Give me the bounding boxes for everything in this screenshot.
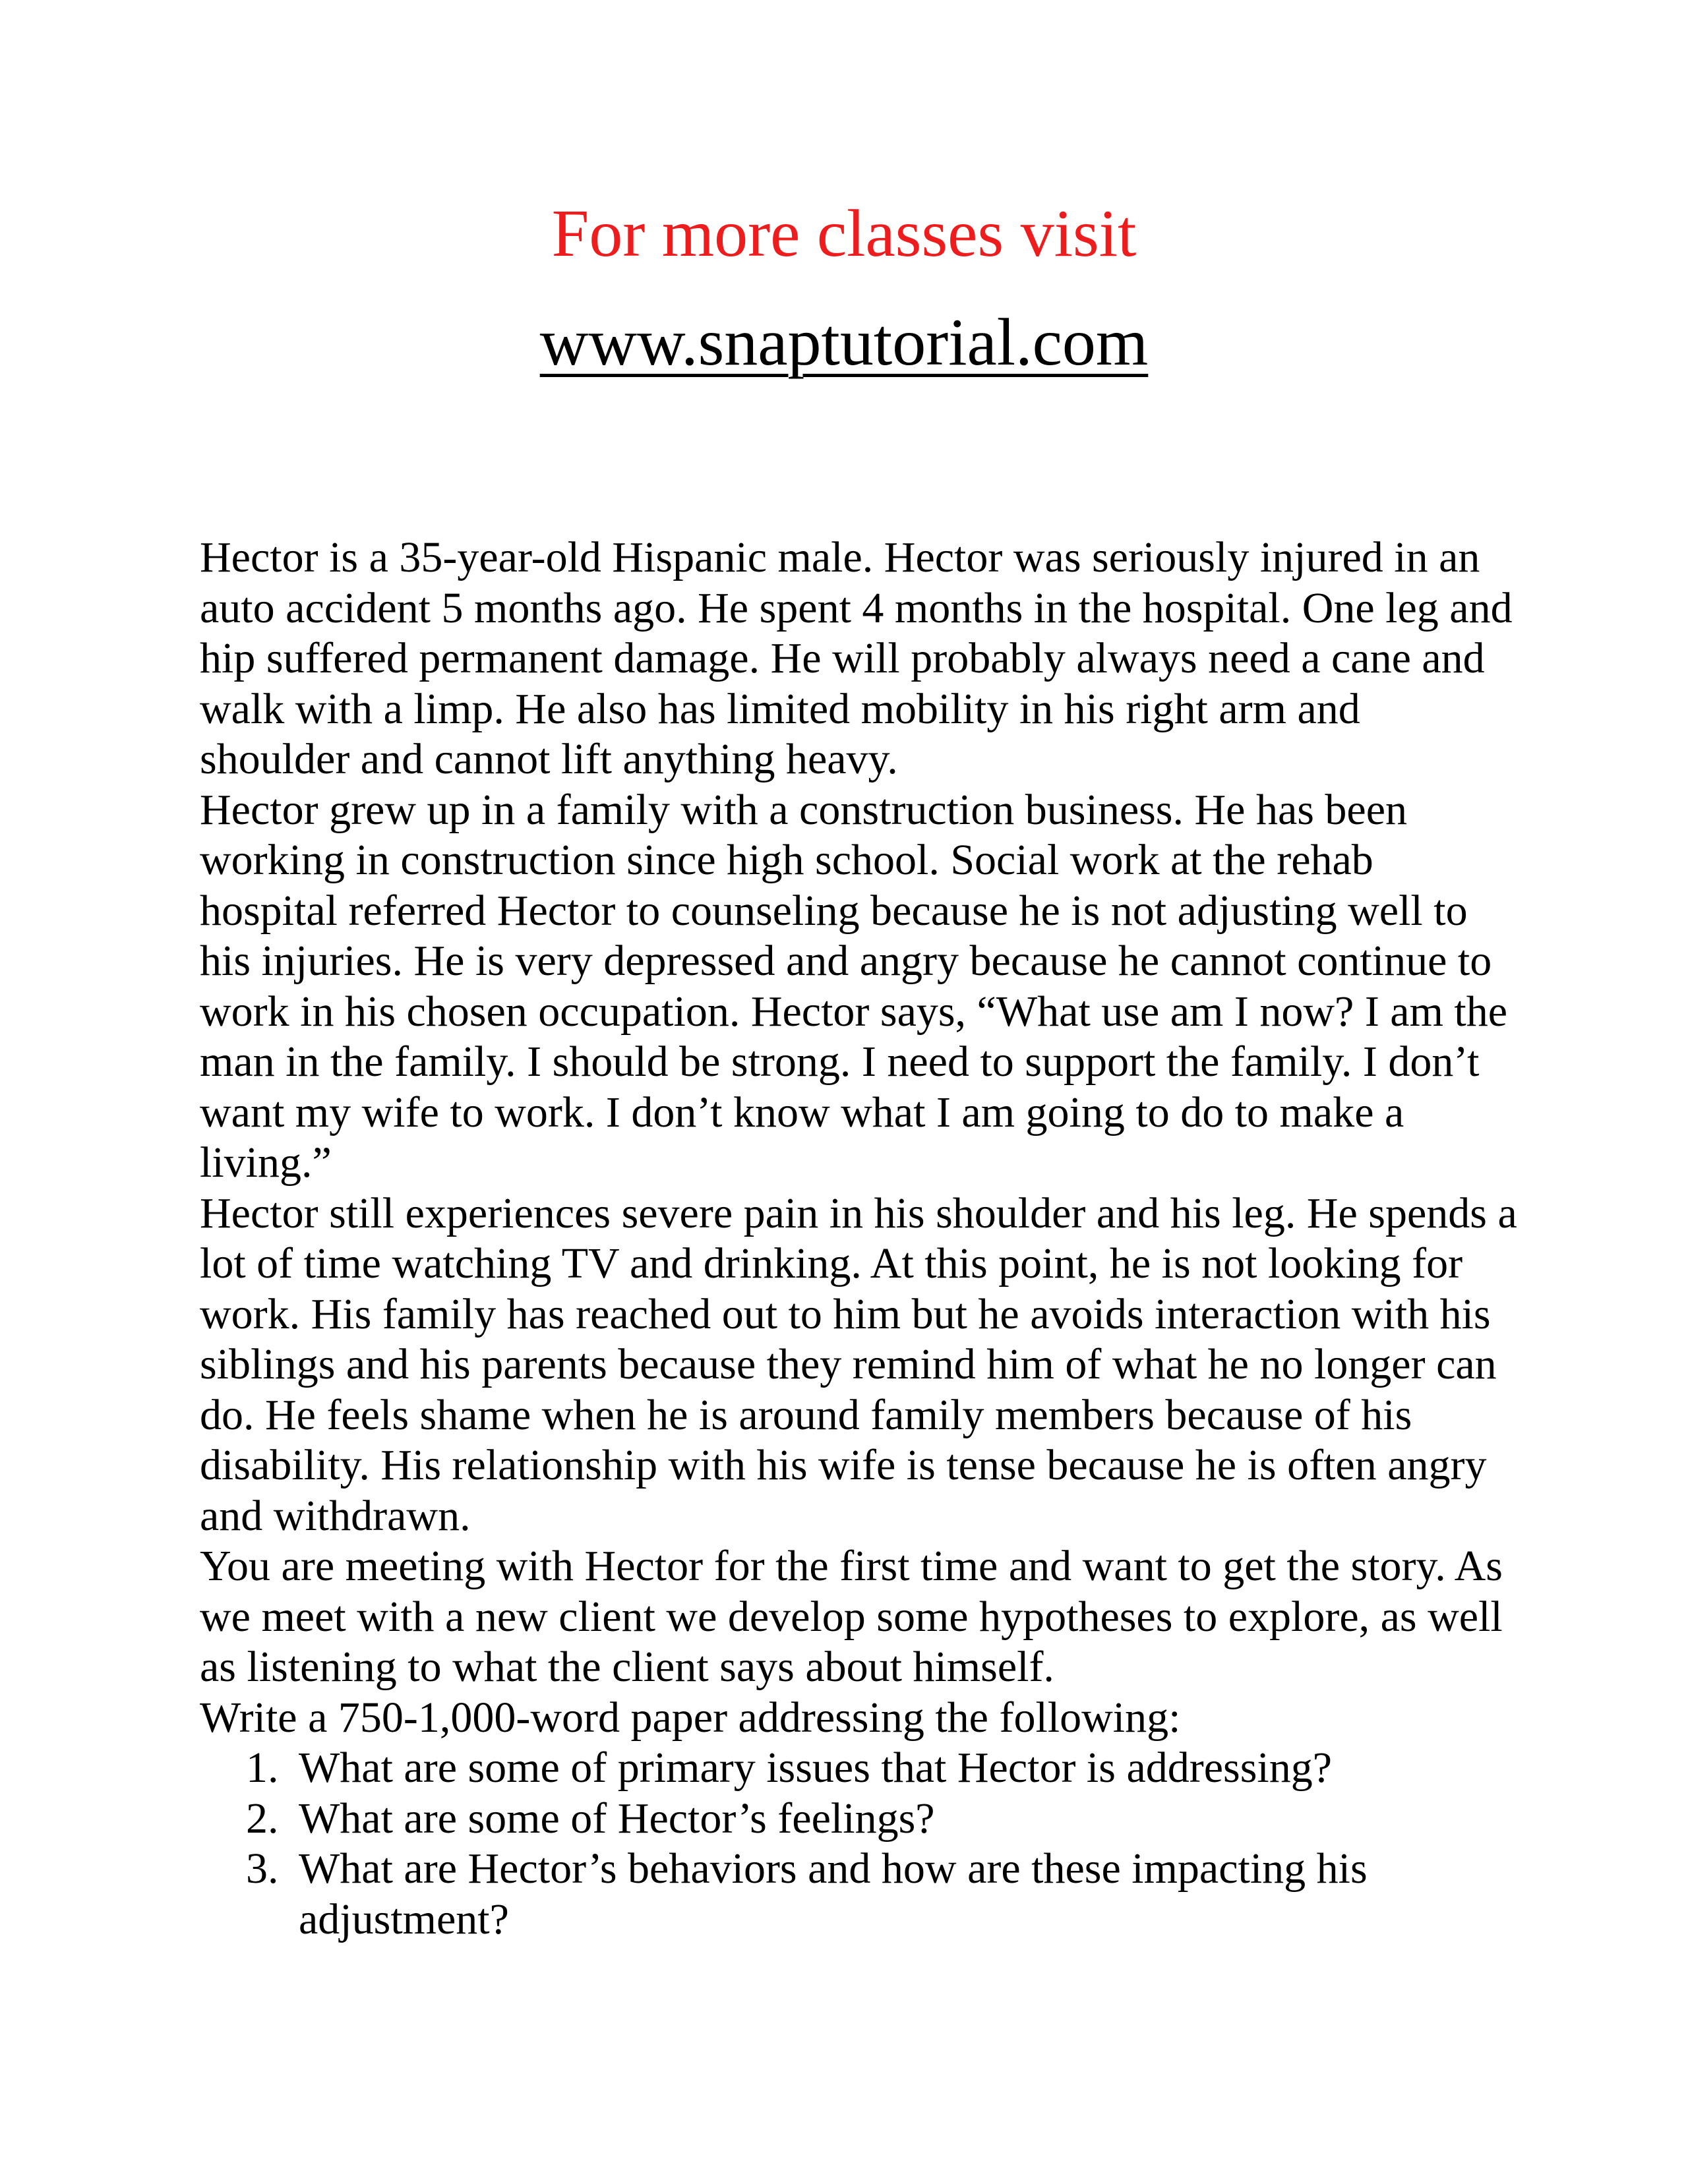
list-item <box>200 1743 1519 1794</box>
paragraph-meeting: You are meeting with Hector for the first time and want to get the story. As we meet with a new client we develop some hypotheses to explore, as well as listening to what the client says about himself. <box>200 1542 1503 1691</box>
paragraph-current-state: Hector still experiences severe pain in his shoulder and his leg. He spends a lot of time watching TV and drinking. At this point, he is not looking for work. His family has reached out to him but he avoids interaction with his siblings and his parents because they remind him of what he no longer can do. He feels shame when he is around family members because of his disability. His relationship with his wife is tense because he is often angry and withdrawn. <box>200 1189 1517 1540</box>
site-link[interactable]: www.snaptutorial.com <box>539 305 1149 380</box>
promo-heading: For more classes visit <box>551 196 1137 271</box>
question-list <box>200 1743 1519 1945</box>
list-item <box>200 1794 1519 1845</box>
assignment-body <box>200 533 1519 1945</box>
list-text: What are some of primary issues that Hector is addressing? <box>299 1744 1333 1792</box>
list-number: 3. <box>246 1845 279 1893</box>
list-item <box>200 1844 1519 1945</box>
header <box>0 191 1688 382</box>
list-text: What are some of Hector’s feelings? <box>299 1794 935 1843</box>
paragraph-instructions: Write a 750-1,000-word paper addressing the following: <box>200 1693 1181 1742</box>
list-number: 1. <box>246 1744 279 1792</box>
list-number: 2. <box>246 1794 279 1843</box>
paragraph-background: Hector grew up in a family with a construction business. He has been working in construction since high school. Social work at the rehab hospital referred Hector to counseling because he is not adjusting well to his injuries. He is very depressed and angry because he cannot continue to work in his chosen occupation. Hector says, “What use am I now? I am the man in the family. I should be strong. I need to support the family. I don’t want my wife to work. I don’t know what I am going to do to make a living.” <box>200 785 1508 1187</box>
list-text: What are Hector’s behaviors and how are these impacting his adjustment? <box>299 1845 1368 1943</box>
paragraph-intro: Hector is a 35-year-old Hispanic male. Hector was seriously injured in an auto accident 5 months ago. He spent 4 months in the hospital. One leg and hip suffered permanent damage. He will probably always need a cane and walk with a limp. He also has limited mobility in his right arm and shoulder and cannot lift anything heavy. <box>200 533 1513 783</box>
